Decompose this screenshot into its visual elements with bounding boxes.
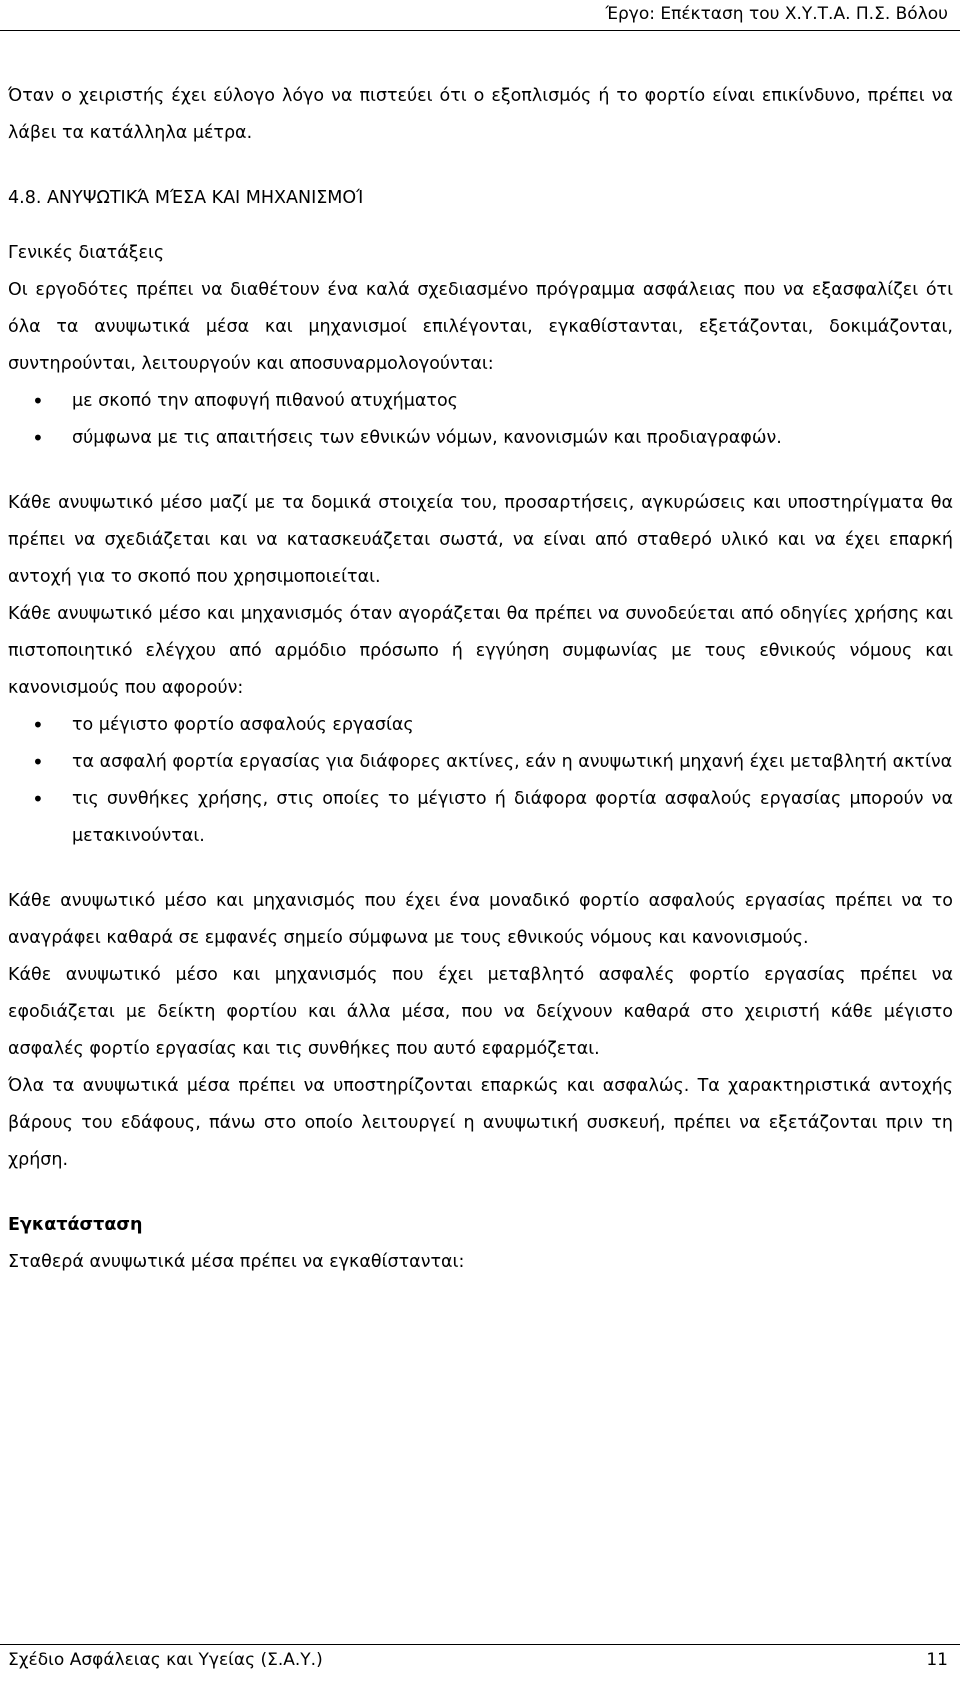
- paragraph-6: Όλα τα ανυψωτικά μέσα πρέπει να υποστηρίζονται επαρκώς και ασφαλώς. Τα χαρακτηριστικά αντοχής βάρους του εδάφους, πάνω στο οποίο λειτουργεί η ανυψωτική συσκευή, πρέπει να εξετάζονται πριν τη χρήση.: [8, 1076, 953, 1170]
- section-title: 4.8. ΑΝΥΨΩΤΙΚΆ ΜΈΣΑ ΚΑΙ ΜΗΧΑΝΙΣΜΟΊ: [8, 188, 364, 208]
- bullet-list-1: [8, 383, 953, 457]
- list-item: • με σκοπό την αποφυγή πιθανού ατυχήματος: [8, 383, 953, 420]
- paragraph-2: Κάθε ανυψωτικό μέσο μαζί με τα δομικά στοιχεία του, προσαρτήσεις, αγκυρώσεις και υποστηρίγματα θα πρέπει να σχεδιάζεται και να κατασκευάζεται σωστά, να είναι από σταθερό υλικό και να έχει επαρκή αντοχή για το σκοπό που χρησιμοποιείται.: [8, 493, 953, 587]
- list-item: • τα ασφαλή φορτία εργασίας για διάφορες ακτίνες, εάν η ανυψωτική μηχανή έχει μεταβλητή ακτίνα: [8, 744, 953, 781]
- header-rule: [0, 30, 960, 31]
- intro-paragraph: Όταν ο χειριστής έχει εύλογο λόγο να πιστεύει ότι ο εξοπλισμός ή το φορτίο είναι επικίνδυνο, πρέπει να λάβει τα κατάλληλα μέτρα.: [8, 86, 953, 143]
- list-item: • τις συνθήκες χρήσης, στις οποίες το μέγιστο ή διάφορα φορτία ασφαλούς εργασίας μπορούν να μετακινούνται.: [8, 781, 953, 855]
- list-item: • το μέγιστο φορτίο ασφαλούς εργασίας: [8, 707, 953, 744]
- paragraph-5: Κάθε ανυψωτικό μέσο και μηχανισμός που έχει μεταβλητό ασφαλές φορτίο εργασίας πρέπει να εφοδιάζεται με δείκτη φορτίου και άλλα μέσα, που να δείχνουν καθαρά στο χειριστή κάθε μέγιστο ασφαλές φορτίο εργασίας και τις συνθήκες που αυτό εφαρμόζεται.: [8, 965, 953, 1059]
- footer-rule: [0, 1644, 960, 1645]
- page-number: 11: [926, 1650, 948, 1670]
- paragraph-4: Κάθε ανυψωτικό μέσο και μηχανισμός που έχει ένα μοναδικό φορτίο ασφαλούς εργασίας πρέπει να το αναγράφει καθαρά σε εμφανές σημείο σύμφωνα με τους εθνικούς νόμους και κανονισμούς.: [8, 891, 953, 948]
- installation-paragraph: Σταθερά ανυψωτικά μέσα πρέπει να εγκαθίστανται:: [8, 1252, 465, 1272]
- list-item: • σύμφωνα με τις απαιτήσεις των εθνικών νόμων, κανονισμών και προδιαγραφών.: [8, 420, 953, 457]
- paragraph-3: Κάθε ανυψωτικό μέσο και μηχανισμός όταν αγοράζεται θα πρέπει να συνοδεύεται από οδηγίες χρήσης και πιστοποιητικό ελέγχου από αρμόδιο πρόσωπο ή εγγύηση συμφωνίας με τους εθνικούς νόμους και κανονισμούς που αφορούν:: [8, 604, 953, 698]
- footer-title: Σχέδιο Ασφάλειας και Υγείας (Σ.Α.Υ.): [8, 1650, 323, 1670]
- page-header: Έργο: Επέκταση του Χ.Υ.Τ.Α. Π.Σ. Βόλου: [605, 4, 948, 24]
- bullet-list-2: [8, 707, 953, 855]
- general-paragraph: Οι εργοδότες πρέπει να διαθέτουν ένα καλά σχεδιασμένο πρόγραμμα ασφάλειας που να εξασφαλίζει ότι όλα τα ανυψωτικά μέσα και μηχανισμοί επιλέγονται, εγκαθίστανται, εξετάζονται, δοκιμάζονται, συντηρούνται, λειτουργούν και αποσυναρμολογούνται:: [8, 280, 953, 374]
- installation-title: Εγκατάσταση: [8, 1215, 143, 1235]
- general-provisions-title: Γενικές διατάξεις: [8, 243, 165, 263]
- page-content: [8, 78, 953, 1281]
